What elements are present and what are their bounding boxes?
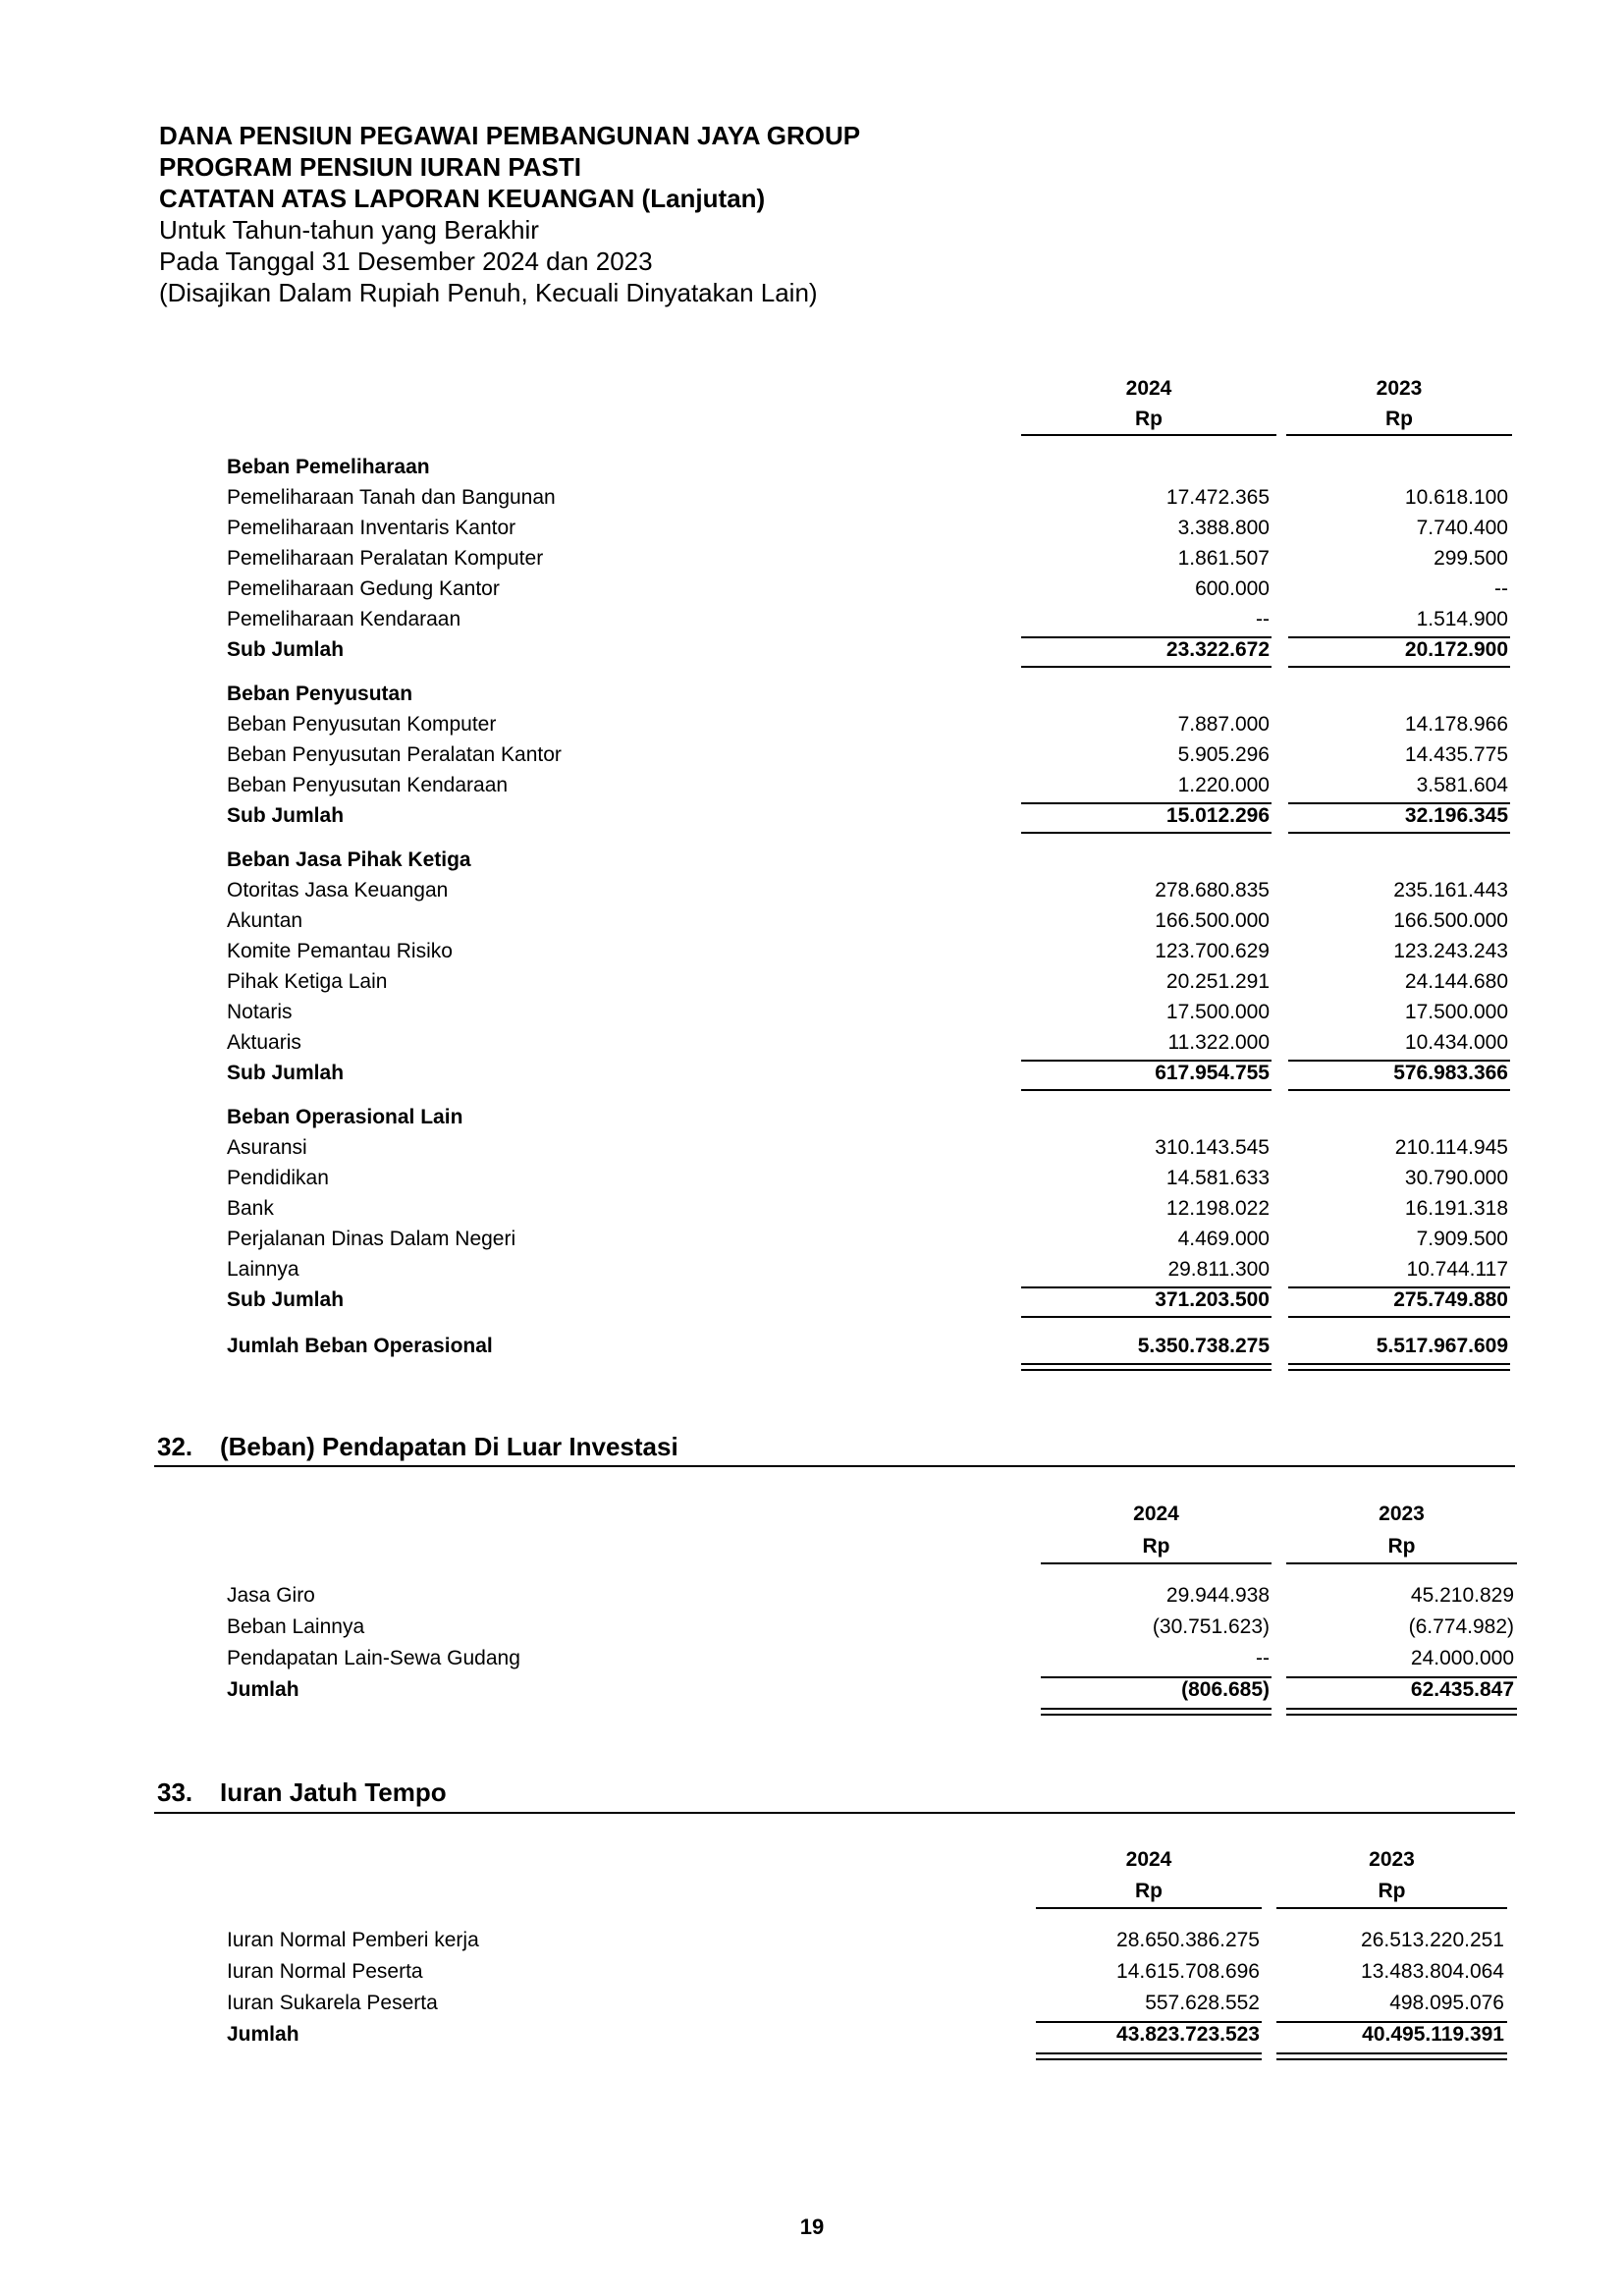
group-2-row-value-2023: 17.500.000 <box>1404 1001 1508 1023</box>
group-0-row-value-2023: 1.514.900 <box>1416 608 1508 630</box>
group-0-row <box>0 544 1624 574</box>
col-2024-header-rule <box>1021 434 1276 436</box>
group-3-row-label: Lainnya <box>227 1258 299 1281</box>
group-3-row-value-2023: 210.114.945 <box>1394 1136 1508 1159</box>
group-0-row-label: Pemeliharaan Gedung Kantor <box>227 577 500 600</box>
s33-row-value-2023: 498.095.076 <box>1389 1992 1504 2014</box>
group-3-title-label: Beban Operasional Lain <box>227 1106 463 1128</box>
group-2-row-label: Aktuaris <box>227 1031 301 1054</box>
col-2023-header-rule <box>1286 434 1512 436</box>
group-0-row <box>0 483 1624 513</box>
group-3-title <box>0 1103 1624 1132</box>
group-3-subtotal <box>0 1285 1624 1315</box>
s33-col-2024-header-rule <box>1036 1907 1262 1909</box>
group-1-row-label: Beban Penyusutan Kendaraan <box>227 774 509 796</box>
s33-col-2023-header-rule <box>1276 1907 1507 1909</box>
group-1-row-value-2024: 1.220.000 <box>1177 774 1270 796</box>
section-33-heading <box>157 1777 447 1808</box>
s32-row-label: Beban Lainnya <box>227 1615 365 1638</box>
group-1-subtotal-label: Sub Jumlah <box>227 804 345 827</box>
s32-row-value-2024: 29.944.938 <box>1165 1584 1270 1607</box>
section-32-heading <box>157 1432 678 1462</box>
group-0-row-value-2024: 17.472.365 <box>1165 486 1270 509</box>
section-33-rule <box>154 1812 1515 1814</box>
s33-row-label: Iuran Normal Pemberi kerja <box>227 1929 479 1951</box>
col-2023-year: 2023 <box>1376 377 1423 400</box>
s32-row <box>0 1581 1624 1611</box>
s32-row-label: Pendapatan Lain-Sewa Gudang <box>227 1647 520 1669</box>
s32-total-value-2024: (806.685) <box>1181 1678 1270 1701</box>
group-0-row-label: Pemeliharaan Tanah dan Bangunan <box>227 486 556 509</box>
group-2-row-value-2024: 20.251.291 <box>1165 970 1270 993</box>
s33-row-value-2024: 557.628.552 <box>1145 1992 1260 2014</box>
s32-total-double-rule-2023 <box>1286 1708 1517 1716</box>
group-1-row <box>0 740 1624 770</box>
group-2-title <box>0 846 1624 875</box>
group-0-row-label: Pemeliharaan Kendaraan <box>227 608 461 630</box>
header-entity-name: DANA PENSIUN PEGAWAI PEMBANGUNAN JAYA GROUP <box>159 121 861 150</box>
group-1-subtotal-value-2023: 32.196.345 <box>1404 804 1508 827</box>
header-program: PROGRAM PENSIUN IURAN PASTI <box>159 152 581 182</box>
group-0-subtotal <box>0 635 1624 665</box>
s33-row <box>0 1957 1624 1987</box>
group-2-row-value-2023: 24.144.680 <box>1404 970 1508 993</box>
group-3-row-label: Bank <box>227 1197 274 1220</box>
s33-row-label: Iuran Normal Peserta <box>227 1960 423 1983</box>
group-3-subtotal-label: Sub Jumlah <box>227 1288 345 1311</box>
group-2-row-label: Notaris <box>227 1001 293 1023</box>
group-0-row-label: Pemeliharaan Peralatan Komputer <box>227 547 544 570</box>
group-3-subtotal-underline-2023 <box>1288 1316 1510 1318</box>
header-report-title: CATATAN ATAS LAPORAN KEUANGAN (Lanjutan) <box>159 184 766 213</box>
group-2-row-label: Otoritas Jasa Keuangan <box>227 879 449 902</box>
group-0-row-value-2024: 3.388.800 <box>1177 517 1270 539</box>
s32-total <box>0 1675 1624 1705</box>
group-1-row-value-2024: 7.887.000 <box>1177 713 1270 736</box>
section-32-rule <box>154 1465 1515 1467</box>
group-3-row-value-2024: 29.811.300 <box>1167 1258 1270 1281</box>
group-2-row <box>0 937 1624 966</box>
s33-total-value-2023: 40.495.119.391 <box>1362 2023 1504 2046</box>
group-1-row <box>0 710 1624 739</box>
s33-col-2024-year: 2024 <box>1125 1848 1172 1871</box>
group-0-row <box>0 514 1624 543</box>
group-1-row-value-2023: 14.435.775 <box>1404 743 1508 766</box>
group-2-row-value-2024: 17.500.000 <box>1165 1001 1270 1023</box>
s33-total-double-rule-2024 <box>1036 2052 1262 2060</box>
group-2-title-label: Beban Jasa Pihak Ketiga <box>227 848 471 871</box>
group-2-row-value-2024: 166.500.000 <box>1155 909 1270 932</box>
group-0-subtotal-underline-2023 <box>1288 666 1510 668</box>
group-0-subtotal-label: Sub Jumlah <box>227 638 345 661</box>
s32-total-value-2023: 62.435.847 <box>1410 1678 1514 1701</box>
s33-col-2023-year: 2023 <box>1369 1848 1415 1871</box>
s32-row-value-2024: (30.751.623) <box>1152 1615 1270 1638</box>
group-2-row-value-2023: 235.161.443 <box>1393 879 1508 902</box>
group-3-row <box>0 1164 1624 1193</box>
group-3-row-value-2024: 12.198.022 <box>1165 1197 1270 1220</box>
group-2-subtotal <box>0 1059 1624 1088</box>
total-double-rule-2023 <box>1288 1363 1510 1371</box>
s32-row-value-2023: 45.210.829 <box>1410 1584 1514 1607</box>
group-2-row-label: Pihak Ketiga Lain <box>227 970 388 993</box>
group-0-row-value-2023: 10.618.100 <box>1404 486 1508 509</box>
group-3-row <box>0 1225 1624 1254</box>
s32-row <box>0 1644 1624 1673</box>
group-3-subtotal-underline-2024 <box>1021 1316 1272 1318</box>
s33-row <box>0 1926 1624 1955</box>
group-0-title-label: Beban Pemeliharaan <box>227 456 430 478</box>
page-number: 19 <box>799 2214 825 2239</box>
report-header <box>159 120 860 308</box>
group-1-subtotal-underline-2024 <box>1021 832 1272 834</box>
group-2-row <box>0 998 1624 1027</box>
s32-row-label: Jasa Giro <box>227 1584 315 1607</box>
group-0-row-value-2024: 600.000 <box>1195 577 1270 600</box>
s32-col-2024-unit: Rp <box>1142 1535 1170 1558</box>
total-operating-expense-label: Jumlah Beban Operasional <box>227 1335 493 1357</box>
group-1-row-label: Beban Penyusutan Komputer <box>227 713 497 736</box>
group-2-row-label: Akuntan <box>227 909 303 932</box>
group-2-row <box>0 1028 1624 1058</box>
s33-total-double-rule-2023 <box>1276 2052 1507 2060</box>
s32-col-2023-header-rule <box>1286 1562 1517 1564</box>
total-operating-expense-value-2024: 5.350.738.275 <box>1137 1335 1270 1357</box>
group-3-row-value-2024: 14.581.633 <box>1165 1167 1270 1189</box>
s32-col-2024-header-rule <box>1041 1562 1272 1564</box>
total-double-rule-2024 <box>1021 1363 1272 1371</box>
col-2024-unit: Rp <box>1135 408 1163 430</box>
group-3-row <box>0 1194 1624 1224</box>
section-32-number: 32. <box>157 1432 193 1461</box>
group-2-subtotal-value-2023: 576.983.366 <box>1393 1062 1508 1084</box>
group-3-row-label: Asuransi <box>227 1136 307 1159</box>
group-3-row-label: Pendidikan <box>227 1167 329 1189</box>
group-2-subtotal-underline-2023 <box>1288 1089 1510 1091</box>
group-3-row-value-2023: 30.790.000 <box>1404 1167 1508 1189</box>
header-currency-note: (Disajikan Dalam Rupiah Penuh, Kecuali Dinyatakan Lain) <box>159 278 818 307</box>
group-1-row-value-2024: 5.905.296 <box>1177 743 1270 766</box>
s33-row-value-2023: 13.483.804.064 <box>1361 1960 1504 1983</box>
total-operating-expense-value-2023: 5.517.967.609 <box>1376 1335 1508 1357</box>
group-3-row-label: Perjalanan Dinas Dalam Negeri <box>227 1228 516 1250</box>
group-2-row-label: Komite Pemantau Risiko <box>227 940 453 962</box>
group-3-row-value-2024: 4.469.000 <box>1177 1228 1270 1250</box>
group-1-title <box>0 680 1624 709</box>
s32-row-value-2023: 24.000.000 <box>1410 1647 1514 1669</box>
total-operating-expense <box>0 1332 1624 1361</box>
group-3-subtotal-value-2023: 275.749.880 <box>1393 1288 1508 1311</box>
group-0-row <box>0 574 1624 604</box>
group-3-row-value-2023: 10.744.117 <box>1406 1258 1508 1281</box>
group-3-row <box>0 1255 1624 1285</box>
col-2024-year: 2024 <box>1125 377 1172 400</box>
section-32-title: (Beban) Pendapatan Di Luar Investasi <box>220 1432 678 1461</box>
group-2-row-value-2023: 166.500.000 <box>1393 909 1508 932</box>
group-0-row-label: Pemeliharaan Inventaris Kantor <box>227 517 516 539</box>
s32-col-2024-year: 2024 <box>1133 1503 1179 1525</box>
group-2-subtotal-underline-2024 <box>1021 1089 1272 1091</box>
s33-col-2024-unit: Rp <box>1135 1880 1163 1902</box>
group-2-row-value-2024: 278.680.835 <box>1155 879 1270 902</box>
s32-total-label: Jumlah <box>227 1678 299 1701</box>
group-1-subtotal-underline-2023 <box>1288 832 1510 834</box>
group-2-row <box>0 906 1624 936</box>
s33-row-label: Iuran Sukarela Peserta <box>227 1992 438 2014</box>
s32-row-value-2023: (6.774.982) <box>1408 1615 1514 1638</box>
group-0-subtotal-underline-2024 <box>1021 666 1272 668</box>
s33-total <box>0 2020 1624 2050</box>
header-period-line2: Pada Tanggal 31 Desember 2024 dan 2023 <box>159 246 653 276</box>
group-1-row-value-2023: 3.581.604 <box>1416 774 1508 796</box>
group-0-subtotal-value-2024: 23.322.672 <box>1165 638 1270 661</box>
group-0-subtotal-value-2023: 20.172.900 <box>1404 638 1508 661</box>
s33-total-value-2024: 43.823.723.523 <box>1116 2023 1260 2046</box>
s33-row-value-2024: 28.650.386.275 <box>1116 1929 1260 1951</box>
group-2-row <box>0 967 1624 997</box>
group-1-title-label: Beban Penyusutan <box>227 683 413 705</box>
group-0-row <box>0 605 1624 634</box>
group-2-row-value-2024: 123.700.629 <box>1155 940 1270 962</box>
group-0-row-value-2024: 1.861.507 <box>1177 547 1270 570</box>
group-3-subtotal-value-2024: 371.203.500 <box>1155 1288 1270 1311</box>
s33-row-value-2024: 14.615.708.696 <box>1116 1960 1260 1983</box>
group-2-subtotal-value-2024: 617.954.755 <box>1155 1062 1270 1084</box>
group-2-row-value-2023: 123.243.243 <box>1393 940 1508 962</box>
group-2-row <box>0 876 1624 905</box>
group-0-row-value-2023: 7.740.400 <box>1416 517 1508 539</box>
group-2-row-value-2023: 10.434.000 <box>1404 1031 1508 1054</box>
group-2-subtotal-label: Sub Jumlah <box>227 1062 345 1084</box>
group-1-subtotal <box>0 801 1624 831</box>
group-0-title <box>0 453 1624 482</box>
col-2023-unit: Rp <box>1385 408 1413 430</box>
group-1-row-value-2023: 14.178.966 <box>1404 713 1508 736</box>
group-2-row-value-2024: 11.322.000 <box>1167 1031 1270 1054</box>
group-1-row-label: Beban Penyusutan Peralatan Kantor <box>227 743 562 766</box>
s33-row <box>0 1989 1624 2018</box>
s33-col-2023-unit: Rp <box>1378 1880 1406 1902</box>
s32-col-2023-year: 2023 <box>1379 1503 1425 1525</box>
s32-row <box>0 1613 1624 1642</box>
s33-row-value-2023: 26.513.220.251 <box>1361 1929 1504 1951</box>
group-3-row-value-2023: 16.191.318 <box>1404 1197 1508 1220</box>
group-1-row <box>0 771 1624 800</box>
s32-col-2023-unit: Rp <box>1387 1535 1416 1558</box>
group-1-subtotal-value-2024: 15.012.296 <box>1165 804 1270 827</box>
s32-total-double-rule-2024 <box>1041 1708 1272 1716</box>
group-0-row-value-2023: 299.500 <box>1434 547 1508 570</box>
s33-total-label: Jumlah <box>227 2023 299 2046</box>
group-3-row <box>0 1133 1624 1163</box>
group-0-row-value-2023: -- <box>1494 577 1508 600</box>
header-period-line1: Untuk Tahun-tahun yang Berakhir <box>159 215 539 245</box>
group-3-row-value-2023: 7.909.500 <box>1416 1228 1508 1250</box>
group-0-row-value-2024: -- <box>1256 608 1270 630</box>
section-33-number: 33. <box>157 1777 193 1807</box>
section-33-title: Iuran Jatuh Tempo <box>220 1777 447 1807</box>
group-3-row-value-2024: 310.143.545 <box>1155 1136 1270 1159</box>
s32-row-value-2024: -- <box>1256 1647 1270 1669</box>
